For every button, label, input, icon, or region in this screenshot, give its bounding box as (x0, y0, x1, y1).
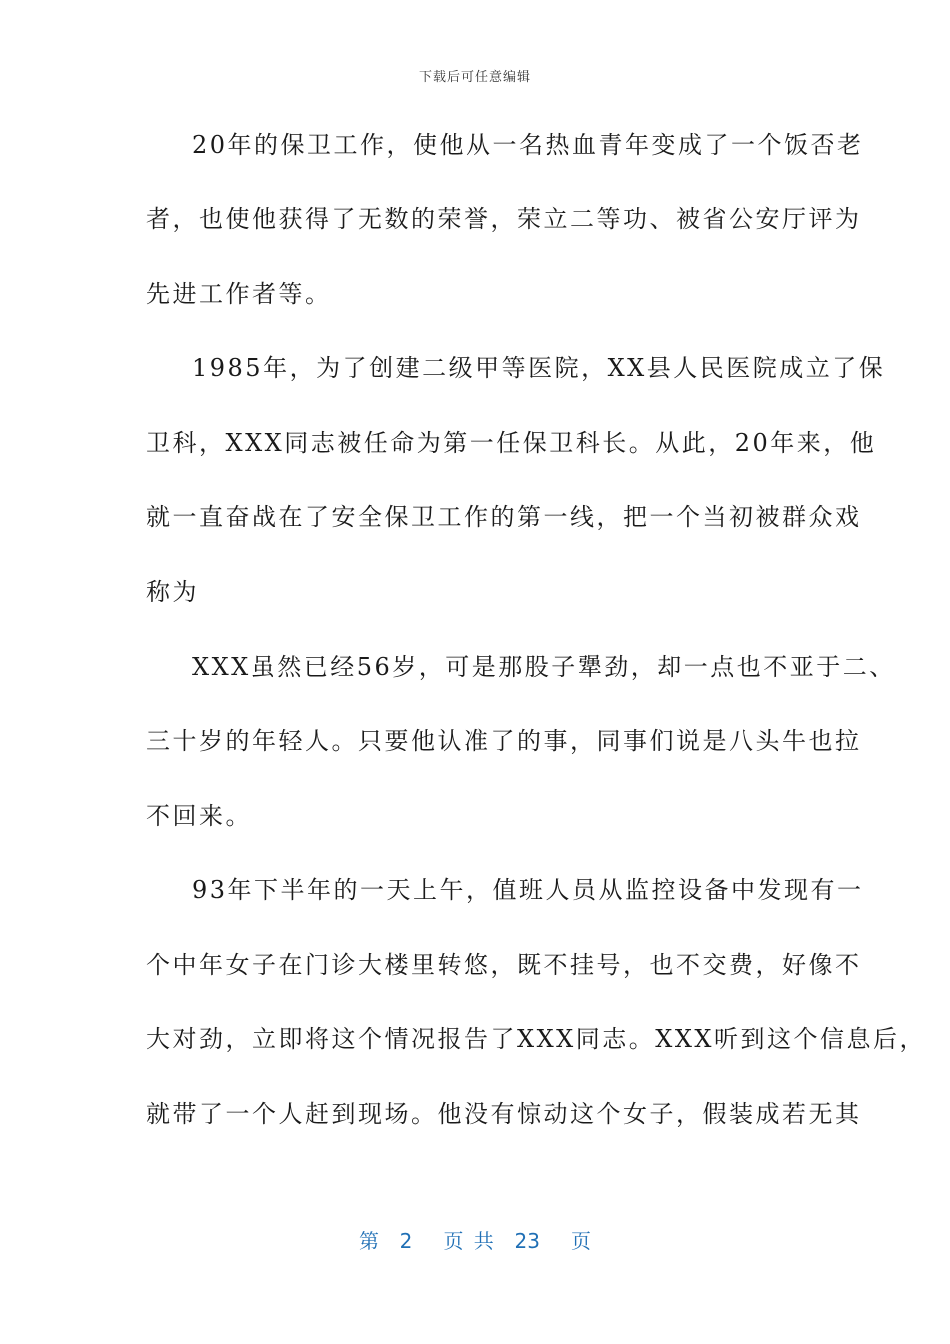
body-line: 者，也使他获得了无数的荣誉，荣立二等功、被省公安厅评为 (146, 205, 862, 233)
body-line: 1985年，为了创建二级甲等医院，XX县人民医院成立了保 (192, 354, 886, 382)
body-line: 称为 (146, 578, 199, 606)
body-line: 个中年女子在门诊大楼里转悠，既不挂号，也不交费，好像不 (146, 951, 862, 979)
body-line: 20年的保卫工作，使他从一名热血青年变成了一个饭否老 (192, 131, 864, 159)
body-line: XXX虽然已经56岁，可是那股子犟劲，却一点也不亚于二、 (192, 653, 896, 681)
page-number-footer: 第 2 页 共 23 页 (358, 1229, 592, 1253)
body-line: 三十岁的年轻人。只要他认准了的事，同事们说是八头牛也拉 (146, 727, 862, 755)
body-line: 大对劲，立即将这个情况报告了XXX同志。XXX听到这个信息后， (146, 1025, 927, 1053)
body-line: 就一直奋战在了安全保卫工作的第一线，把一个当初被群众戏 (146, 503, 862, 531)
page-header-note: 下载后可任意编辑 (418, 70, 531, 85)
body-line: 先进工作者等。 (146, 280, 332, 308)
body-line: 不回来。 (146, 802, 252, 830)
body-line: 93年下半年的一天上午，值班人员从监控设备中发现有一 (192, 876, 864, 904)
body-line: 就带了一个人赶到现场。他没有惊动这个女子，假装成若无其 (146, 1100, 862, 1128)
body-line: 卫科，XXX同志被任命为第一任保卫科长。从此，20年来，他 (146, 429, 877, 457)
